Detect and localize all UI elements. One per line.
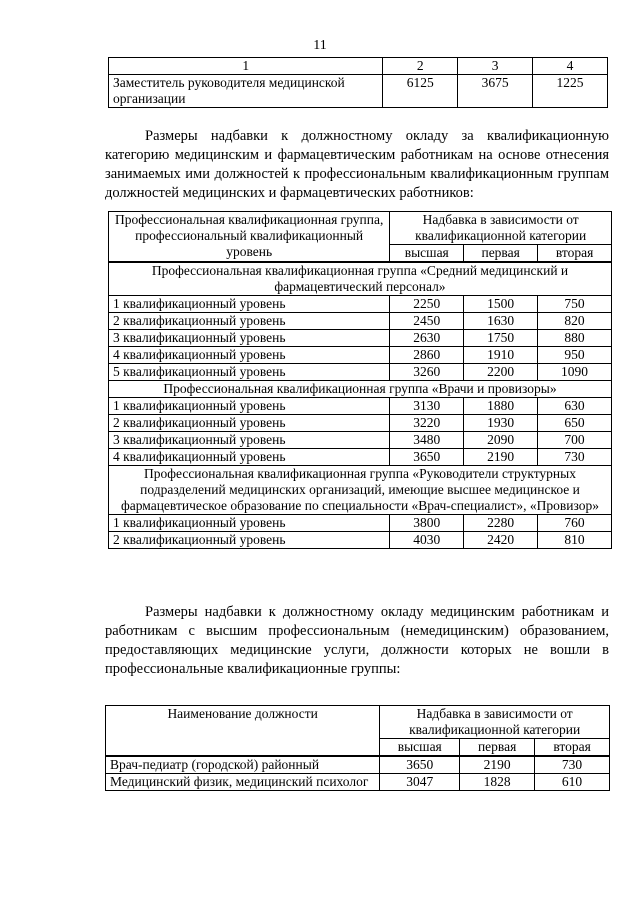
column-header-group: Профессиональная квалификационная группа, профессиональный квалификационный уровень: [109, 212, 390, 263]
subheader-highest: высшая: [380, 739, 460, 757]
subheader-highest: высшая: [390, 245, 464, 263]
subheader-second: вторая: [535, 739, 610, 757]
table-row: [109, 415, 612, 432]
table-row: [106, 756, 610, 774]
level-name: 4 квалификационный уровень: [109, 449, 390, 466]
value-first: 2190: [460, 756, 535, 774]
paragraph-text: Размеры надбавки к должностному окладу за квалификационную категорию медицинским и фармацевтическим работникам на основе отнесения занимаемых ими должностей к профессиональным квалификационным группам должностей медицинских и фармацевтических работников:: [105, 128, 609, 201]
level-name: 3 квалификационный уровень: [109, 330, 390, 347]
value-first: 1500: [464, 296, 538, 313]
value-highest: 3650: [380, 756, 460, 774]
value-first: 1750: [464, 330, 538, 347]
table-qualification-groups: [108, 211, 612, 549]
table-row: [109, 75, 608, 108]
level-name: 2 квалификационный уровень: [109, 415, 390, 432]
value-first: 3675: [458, 75, 533, 108]
value-first: 1828: [460, 774, 535, 791]
value-second: 730: [538, 449, 612, 466]
value-first: 2190: [464, 449, 538, 466]
position-name: Медицинский физик, медицинский психолог: [106, 774, 380, 791]
subheader-first: первая: [460, 739, 535, 757]
value-highest: 3650: [390, 449, 464, 466]
column-number: 4: [533, 58, 608, 75]
column-number: 1: [109, 58, 383, 75]
value-highest: 3480: [390, 432, 464, 449]
value-second: 650: [538, 415, 612, 432]
value-second: 820: [538, 313, 612, 330]
column-number: 2: [383, 58, 458, 75]
level-name: 2 квалификационный уровень: [109, 532, 390, 549]
level-name: 2 квалификационный уровень: [109, 313, 390, 330]
paragraph-other-positions: [105, 603, 609, 679]
paragraph-text: Размеры надбавки к должностному окладу медицинским работникам и работникам с высшим профессиональным (немедицинским) образованием, предоставляющих медицинские услуги, должности которых не вошли в профессиональные квалификационные группы:: [105, 604, 609, 677]
column-number: 3: [458, 58, 533, 75]
level-name: 4 квалификационный уровень: [109, 347, 390, 364]
table-row: [109, 432, 612, 449]
table-header-row: [109, 58, 608, 75]
value-first: 2090: [464, 432, 538, 449]
position-name: Врач-педиатр (городской) районный: [106, 756, 380, 774]
value-first: 1630: [464, 313, 538, 330]
table-row: [109, 364, 612, 381]
table-row: [109, 330, 612, 347]
value-second: 750: [538, 296, 612, 313]
level-name: 1 квалификационный уровень: [109, 296, 390, 313]
column-header-bonus: Надбавка в зависимости от квалификационной категории: [390, 212, 612, 245]
value-second: 730: [535, 756, 610, 774]
level-name: 5 квалификационный уровень: [109, 364, 390, 381]
value-highest: 3047: [380, 774, 460, 791]
value-first: 2200: [464, 364, 538, 381]
value-first: 1910: [464, 347, 538, 364]
value-second: 1090: [538, 364, 612, 381]
table-row: [109, 449, 612, 466]
group-title-row: [109, 381, 612, 398]
value-highest: 6125: [383, 75, 458, 108]
table-header-row: [106, 706, 610, 739]
table-row: [109, 347, 612, 364]
paragraph-intro: [105, 127, 609, 203]
value-highest: 2250: [390, 296, 464, 313]
value-second: 950: [538, 347, 612, 364]
value-highest: 2450: [390, 313, 464, 330]
value-second: 630: [538, 398, 612, 415]
value-second: 760: [538, 515, 612, 532]
group-title-row: [109, 466, 612, 515]
table-row: [106, 774, 610, 791]
group-title: Профессиональная квалификационная группа «Средний медицинский и фармацевтический персонал»: [109, 262, 612, 296]
value-second: 810: [538, 532, 612, 549]
value-first: 1880: [464, 398, 538, 415]
group-title-row: [109, 262, 612, 296]
subheader-second: вторая: [538, 245, 612, 263]
subheader-first: первая: [464, 245, 538, 263]
value-first: 2420: [464, 532, 538, 549]
value-first: 1930: [464, 415, 538, 432]
value-second: 700: [538, 432, 612, 449]
value-highest: 3800: [390, 515, 464, 532]
table-other-positions: [105, 705, 610, 791]
column-header-bonus: Надбавка в зависимости от квалификационной категории: [380, 706, 610, 739]
table-row: [109, 532, 612, 549]
value-highest: 2630: [390, 330, 464, 347]
value-highest: 3260: [390, 364, 464, 381]
table-header-row: [109, 212, 612, 245]
group-title: Профессиональная квалификационная группа «Врачи и провизоры»: [109, 381, 612, 398]
value-first: 2280: [464, 515, 538, 532]
value-highest: 2860: [390, 347, 464, 364]
value-second: 880: [538, 330, 612, 347]
table-row: [109, 313, 612, 330]
group-title: Профессиональная квалификационная группа «Руководители структурных подразделений медицинских организаций, имеющие высшее медицинское и фармацевтическое образование по специальности «Врач-специалист», «Провизор»: [109, 466, 612, 515]
value-highest: 3130: [390, 398, 464, 415]
level-name: 1 квалификационный уровень: [109, 515, 390, 532]
table-deputy-head: [108, 57, 608, 108]
level-name: 3 квалификационный уровень: [109, 432, 390, 449]
table-row: [109, 515, 612, 532]
value-highest: 4030: [390, 532, 464, 549]
value-highest: 3220: [390, 415, 464, 432]
value-second: 1225: [533, 75, 608, 108]
page-number: 11: [313, 38, 327, 53]
value-second: 610: [535, 774, 610, 791]
table-row: [109, 296, 612, 313]
level-name: 1 квалификационный уровень: [109, 398, 390, 415]
table-row: [109, 398, 612, 415]
position-name: Заместитель руководителя медицинской организации: [109, 75, 383, 108]
column-header-position: Наименование должности: [106, 706, 380, 757]
